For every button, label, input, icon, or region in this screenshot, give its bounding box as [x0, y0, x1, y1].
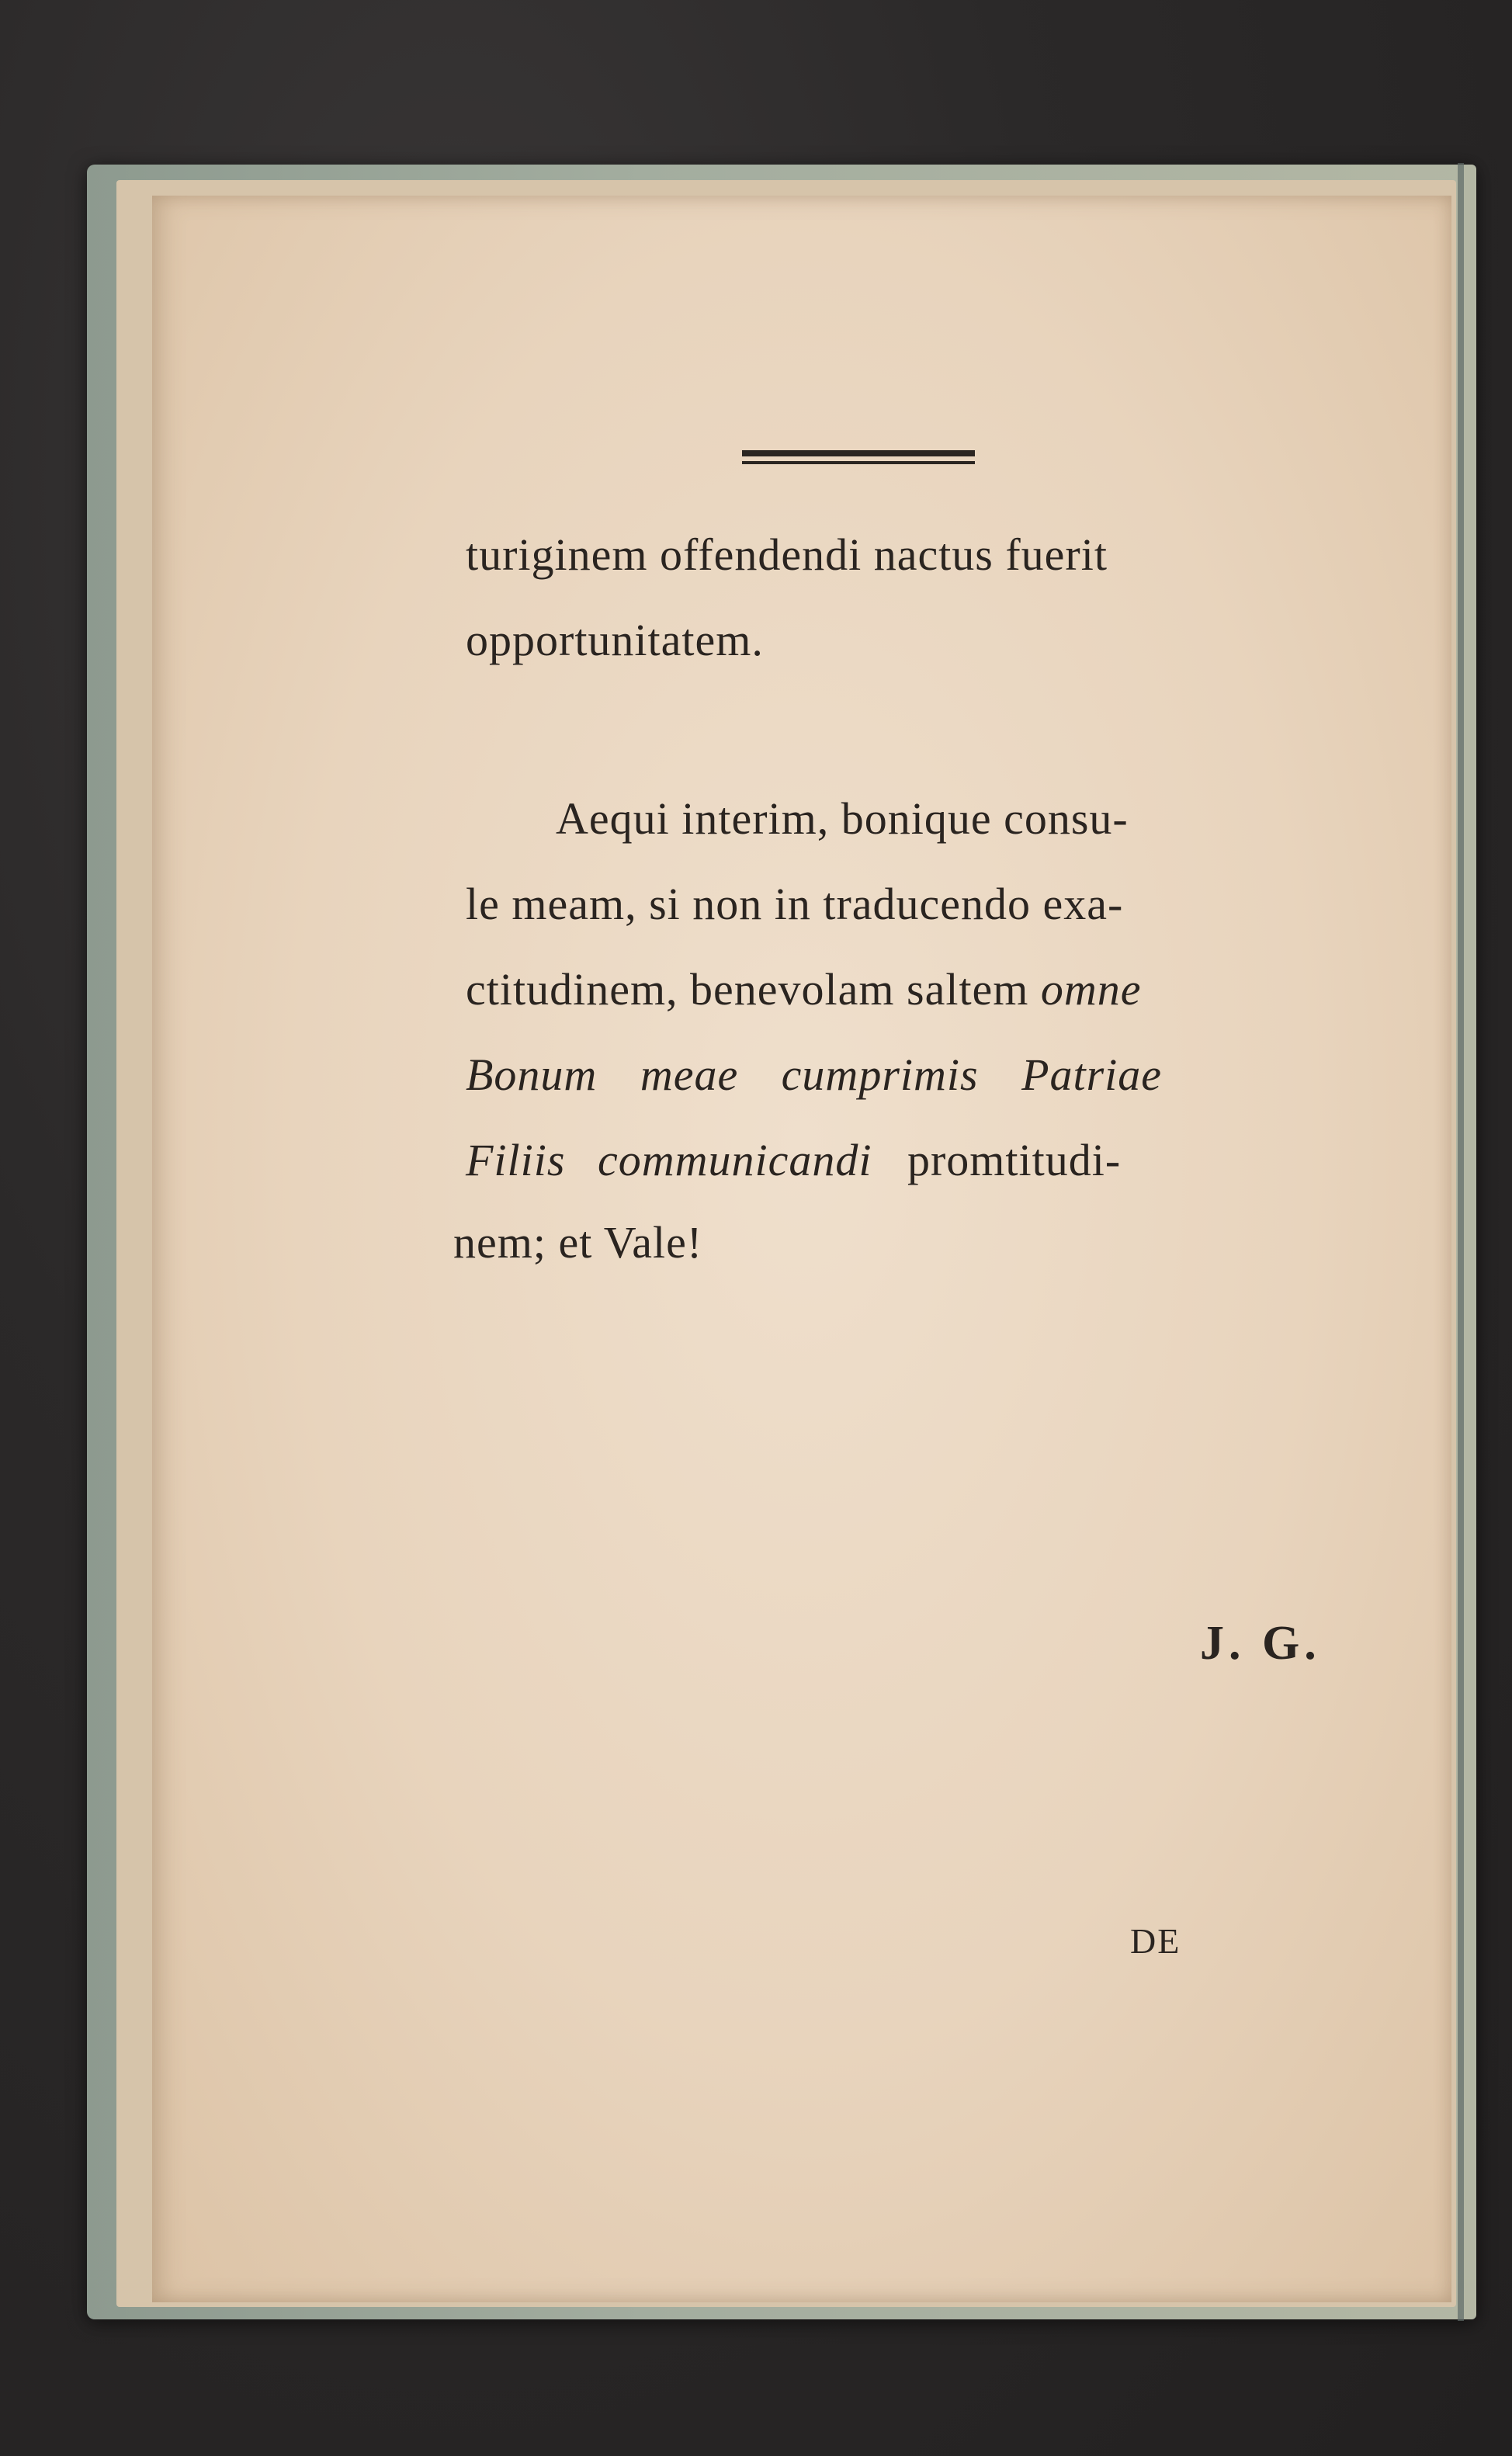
text-line-1: turiginem offendendi nactus fuerit: [466, 529, 1108, 580]
paragraph-line-5: [466, 1135, 1122, 1185]
catchword: DE: [1130, 1921, 1181, 1961]
header-rule: [742, 450, 975, 467]
paragraph-line-5-roman: promtitudi-: [907, 1135, 1122, 1185]
paragraph-line-3-italic: omne: [1040, 964, 1142, 1015]
paragraph-line-6: nem; et Vale!: [453, 1217, 703, 1268]
paragraph-line-5-italic: Filiis communicandi: [466, 1135, 872, 1185]
text-line-2: opportunitatem.: [466, 615, 764, 665]
header-rule-thick: [742, 450, 975, 456]
paragraph-line-4: Bonum meae cumprimis Patriae: [466, 1049, 1163, 1100]
printed-page: [152, 196, 1451, 2302]
signature: J. G.: [1200, 1617, 1321, 1670]
header-rule-thin: [742, 461, 975, 464]
paragraph-line-3-roman: ctitudinem, benevolam saltem: [466, 964, 1029, 1015]
paragraph-line-2: le meam, si non in traducendo exa-: [466, 879, 1124, 929]
paragraph-line-1: Aequi interim, bonique consu-: [556, 793, 1129, 844]
next-page-edge: [1458, 163, 1464, 2321]
paragraph-line-3: [466, 964, 1142, 1015]
